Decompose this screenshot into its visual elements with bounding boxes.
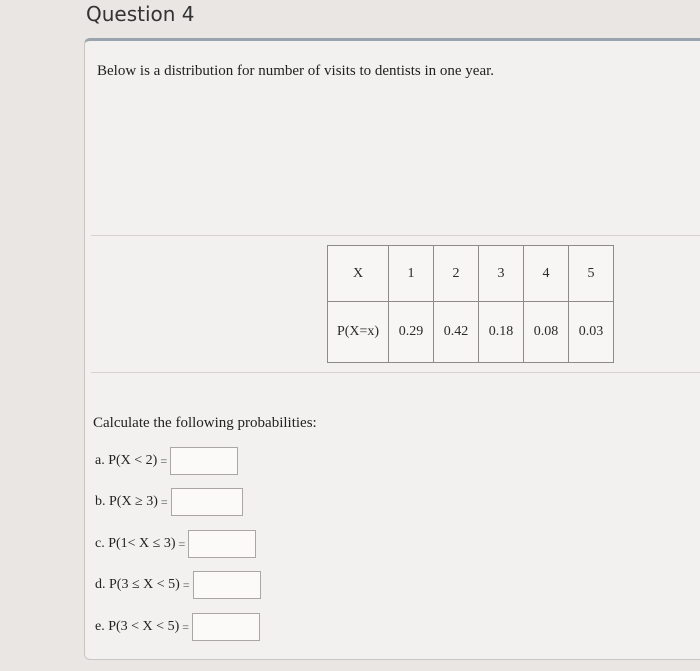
equals-sign: = [182, 619, 190, 634]
part-d-answer-input[interactable] [193, 571, 261, 599]
part-e-row [95, 613, 260, 641]
table-cell-prob: 0.08 [524, 302, 569, 363]
question-card [84, 38, 700, 660]
table-cell-x: 2 [434, 246, 479, 302]
equals-sign: = [160, 453, 168, 468]
calc-instructions: Calculate the following probabilities: [93, 415, 317, 431]
part-b-row [95, 488, 243, 516]
table-cell-prob: 0.29 [389, 302, 434, 363]
table-row-x [328, 246, 614, 302]
part-a-answer-input[interactable] [170, 447, 238, 475]
table-cell-x: 4 [524, 246, 569, 302]
table-cell-x: 1 [389, 246, 434, 302]
part-b-answer-input[interactable] [171, 488, 243, 516]
question-prompt: Below is a distribution for number of visits to dentists in one year. [97, 63, 495, 79]
part-b-label: b. P(X ≥ 3) [95, 494, 158, 509]
part-d-row [95, 571, 261, 599]
divider-top [91, 235, 700, 236]
part-c-answer-input[interactable] [188, 530, 256, 558]
table-cell-prob: 0.03 [569, 302, 614, 363]
table-row-prob [328, 302, 614, 363]
equals-sign: = [182, 577, 190, 592]
part-e-label: e. P(3 < X < 5) [95, 619, 180, 634]
part-c-label: c. P(1< X ≤ 3) [95, 536, 176, 551]
equals-sign: = [160, 494, 168, 509]
part-d-label: d. P(3 ≤ X < 5) [95, 577, 180, 592]
distribution-table [327, 245, 614, 363]
part-c-row [95, 530, 256, 558]
part-a-row [95, 447, 238, 475]
table-header-x: X [328, 246, 389, 302]
table-header-prob: P(X=x) [328, 302, 389, 363]
part-a-label: a. P(X < 2) [95, 453, 158, 468]
part-e-answer-input[interactable] [192, 613, 260, 641]
table-cell-prob: 0.18 [479, 302, 524, 363]
table-cell-prob: 0.42 [434, 302, 479, 363]
divider-bottom [91, 372, 700, 373]
question-title: Question 4 [86, 2, 195, 26]
equals-sign: = [178, 536, 186, 551]
table-cell-x: 3 [479, 246, 524, 302]
table-cell-x: 5 [569, 246, 614, 302]
